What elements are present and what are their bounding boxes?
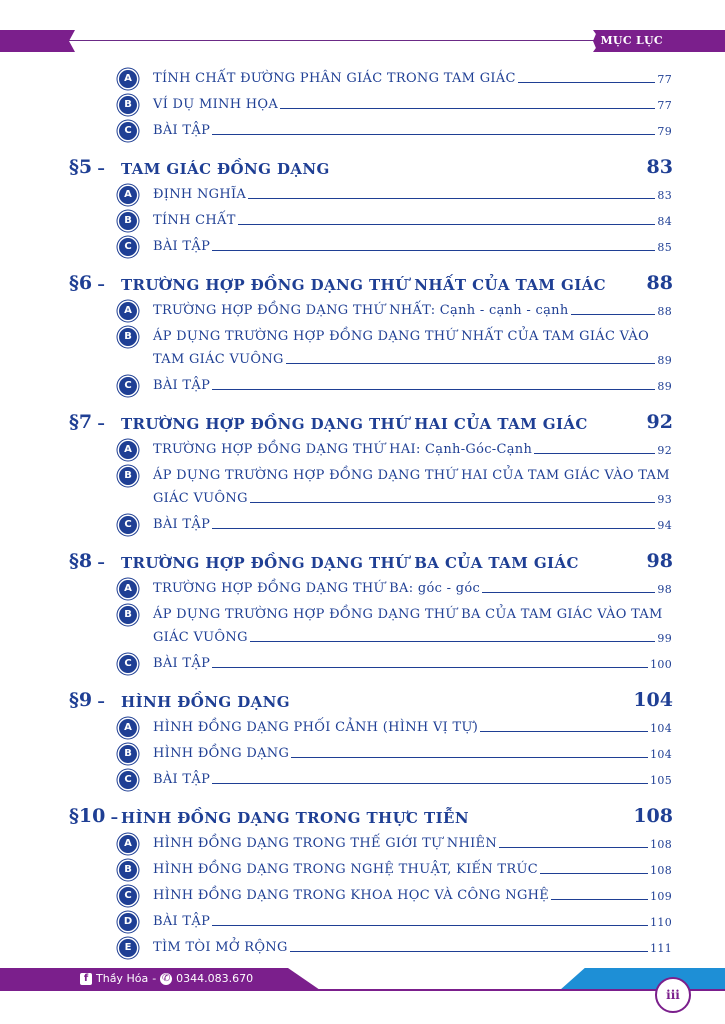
item-badge: A [119, 835, 137, 853]
facebook-icon: f [80, 973, 92, 985]
item-badge: A [119, 302, 137, 320]
section-page: 98 [646, 550, 673, 572]
footer-wave [560, 968, 725, 990]
dot-leader [250, 641, 656, 642]
item-badge: B [119, 212, 137, 230]
item-page: 100 [650, 658, 672, 671]
item-badge: A [119, 719, 137, 737]
section-page: 88 [646, 272, 673, 294]
section-title: TRƯỜNG HỢP ĐỒNG DẠNG THỨ NHẤT CỦA TAM GIÁC [121, 276, 607, 294]
item-text: BÀI TẬP [153, 772, 211, 787]
item-text: HÌNH ĐỒNG DẠNG TRONG NGHỆ THUẬT, KIẾN TRÚC [153, 862, 538, 877]
phone-icon: ✆ [161, 972, 171, 984]
item-badge: A [119, 580, 137, 598]
item-page: 99 [657, 632, 672, 645]
item-text: TÌM TÒI MỞ RỘNG [153, 940, 288, 955]
item-text: TRƯỜNG HỢP ĐỒNG DẠNG THỨ NHẤT: Cạnh - cạnh - cạnh [153, 303, 569, 318]
section-title: HÌNH ĐỒNG DẠNG [121, 693, 290, 711]
item-badge: B [119, 328, 137, 346]
item-page: 109 [650, 890, 672, 903]
toc-item[interactable] [119, 326, 672, 372]
item-text: HÌNH ĐỒNG DẠNG PHỐI CẢNH (HÌNH VỊ TỰ) [153, 720, 479, 735]
item-text: BÀI TẬP [153, 378, 211, 393]
item-text: ĐỊNH NGHĨA [153, 187, 247, 202]
item-page: 105 [650, 774, 672, 787]
item-text: TÍNH CHẤT [153, 213, 236, 228]
toc-item[interactable] [119, 375, 672, 397]
section-number: §10 – [69, 805, 119, 827]
section-heading[interactable] [69, 272, 673, 296]
section-title: TRƯỜNG HỢP ĐỒNG DẠNG THỨ BA CỦA TAM GIÁC [121, 554, 579, 572]
item-badge: C [119, 377, 137, 395]
header-rule [60, 40, 669, 41]
item-badge: A [119, 441, 137, 459]
item-text: BÀI TẬP [153, 123, 211, 138]
toc-item[interactable] [119, 184, 672, 206]
section-heading[interactable] [69, 550, 673, 574]
toc-item[interactable] [119, 120, 672, 142]
dot-leader [212, 528, 655, 529]
header-left-band [0, 30, 75, 52]
header-title: MỤC LỤC [600, 34, 663, 47]
item-page: 111 [650, 942, 672, 955]
toc-item[interactable] [119, 937, 672, 959]
section-number: §7 – [69, 411, 105, 433]
item-text: BÀI TẬP [153, 656, 211, 671]
item-text: TRƯỜNG HỢP ĐỒNG DẠNG THỨ HAI: Cạnh-Góc-Cạnh [153, 442, 533, 457]
item-text-continued: GIÁC VUÔNG [153, 630, 248, 645]
section-number: §8 – [69, 550, 105, 572]
section-title: TAM GIÁC ĐỒNG DẠNG [121, 160, 330, 178]
dot-leader [291, 757, 648, 758]
item-page: 92 [657, 444, 672, 457]
section-page: 108 [633, 805, 673, 827]
dot-leader [212, 783, 648, 784]
dot-leader [540, 873, 648, 874]
dot-leader [212, 389, 655, 390]
item-badge: B [119, 745, 137, 763]
item-text: HÌNH ĐỒNG DẠNG TRONG KHOA HỌC VÀ CÔNG NGHỆ [153, 888, 550, 903]
toc-item[interactable] [119, 769, 672, 791]
item-badge: C [119, 655, 137, 673]
dot-leader [238, 224, 656, 225]
toc-item[interactable] [119, 859, 672, 881]
item-page: 83 [657, 189, 672, 202]
dot-leader [518, 82, 656, 83]
toc-item[interactable] [119, 68, 672, 90]
section-heading[interactable] [69, 411, 673, 435]
item-page: 94 [657, 519, 672, 532]
dot-leader [280, 108, 655, 109]
section-page: 92 [646, 411, 673, 433]
item-text: HÌNH ĐỒNG DẠNG [153, 746, 290, 761]
dot-leader [480, 731, 648, 732]
item-badge: A [119, 186, 137, 204]
dot-leader [212, 250, 655, 251]
dot-leader [212, 134, 655, 135]
dot-leader [551, 899, 648, 900]
item-text-continued: GIÁC VUÔNG [153, 491, 248, 506]
item-text: TRƯỜNG HỢP ĐỒNG DẠNG THỨ BA: góc - góc [153, 581, 481, 596]
toc-item[interactable] [119, 885, 672, 907]
dot-leader [212, 667, 648, 668]
item-badge: B [119, 467, 137, 485]
item-badge: A [119, 70, 137, 88]
toc-item[interactable] [119, 210, 672, 232]
toc-item[interactable] [119, 514, 672, 536]
item-badge: C [119, 238, 137, 256]
item-badge: B [119, 606, 137, 624]
toc-item[interactable] [119, 94, 672, 116]
item-text: BÀI TẬP [153, 239, 211, 254]
item-page: 77 [657, 73, 672, 86]
item-badge: D [119, 913, 137, 931]
toc-item[interactable] [119, 465, 672, 511]
section-heading[interactable] [69, 689, 673, 713]
item-page: 79 [657, 125, 672, 138]
item-page: 85 [657, 241, 672, 254]
item-page: 110 [650, 916, 672, 929]
item-text: BÀI TẬP [153, 517, 211, 532]
item-page: 89 [657, 354, 672, 367]
item-badge: C [119, 122, 137, 140]
toc-item[interactable] [119, 717, 672, 739]
item-page: 77 [657, 99, 672, 112]
footer-separator: - [152, 972, 157, 985]
toc-item[interactable] [119, 439, 672, 461]
item-text: ÁP DỤNG TRƯỜNG HỢP ĐỒNG DẠNG THỨ NHẤT CỦA TAM GIÁC VÀO [153, 329, 650, 344]
section-number: §5 – [69, 156, 105, 178]
item-badge: E [119, 939, 137, 957]
item-page: 93 [657, 493, 672, 506]
page-number: iii [655, 977, 691, 1013]
toc-item[interactable] [119, 604, 672, 650]
item-text: BÀI TẬP [153, 914, 211, 929]
dot-leader [212, 925, 648, 926]
section-number: §9 – [69, 689, 105, 711]
item-text: TÍNH CHẤT ĐƯỜNG PHÂN GIÁC TRONG TAM GIÁC [153, 71, 516, 86]
item-page: 88 [657, 305, 672, 318]
item-page: 89 [657, 380, 672, 393]
toc-item[interactable] [119, 653, 672, 675]
item-page: 84 [657, 215, 672, 228]
item-page: 104 [650, 722, 672, 735]
toc-item[interactable] [119, 833, 672, 855]
item-badge: C [119, 771, 137, 789]
item-text: VÍ DỤ MINH HỌA [153, 97, 279, 112]
section-heading[interactable] [69, 156, 673, 180]
item-page: 108 [650, 864, 672, 877]
item-text: HÌNH ĐỒNG DẠNG TRONG THẾ GIỚI TỰ NHIÊN [153, 836, 498, 851]
item-badge: B [119, 861, 137, 879]
toc-item[interactable] [119, 236, 672, 258]
dot-leader [248, 198, 655, 199]
dot-leader [571, 314, 656, 315]
dot-leader [286, 363, 656, 364]
dot-leader [499, 847, 648, 848]
footer-author: Thầy Hóa [96, 972, 149, 985]
dot-leader [290, 951, 648, 952]
item-text-continued: TAM GIÁC VUÔNG [153, 352, 284, 367]
footer-rule [0, 989, 725, 991]
dot-leader [482, 592, 655, 593]
footer-phone: 0344.083.670 [176, 972, 254, 985]
toc-item[interactable] [119, 578, 672, 600]
toc-item[interactable] [119, 911, 672, 933]
section-page: 104 [633, 689, 673, 711]
dot-leader [534, 453, 655, 454]
item-badge: C [119, 887, 137, 905]
section-page: 83 [646, 156, 673, 178]
item-page: 98 [657, 583, 672, 596]
item-text: ÁP DỤNG TRƯỜNG HỢP ĐỒNG DẠNG THỨ BA CỦA TAM GIÁC VÀO TAM [153, 607, 663, 622]
section-heading[interactable] [69, 805, 673, 829]
item-badge: C [119, 516, 137, 534]
item-page: 108 [650, 838, 672, 851]
item-text: ÁP DỤNG TRƯỜNG HỢP ĐỒNG DẠNG THỨ HAI CỦA TAM GIÁC VÀO TAM [153, 468, 670, 483]
section-number: §6 – [69, 272, 105, 294]
footer-contact [80, 972, 253, 985]
item-page: 104 [650, 748, 672, 761]
section-title: HÌNH ĐỒNG DẠNG TRONG THỰC TIỄN [121, 809, 469, 827]
item-badge: B [119, 96, 137, 114]
toc-item[interactable] [119, 300, 672, 322]
section-title: TRƯỜNG HỢP ĐỒNG DẠNG THỨ HAI CỦA TAM GIÁC [121, 415, 588, 433]
toc-item[interactable] [119, 743, 672, 765]
dot-leader [250, 502, 656, 503]
